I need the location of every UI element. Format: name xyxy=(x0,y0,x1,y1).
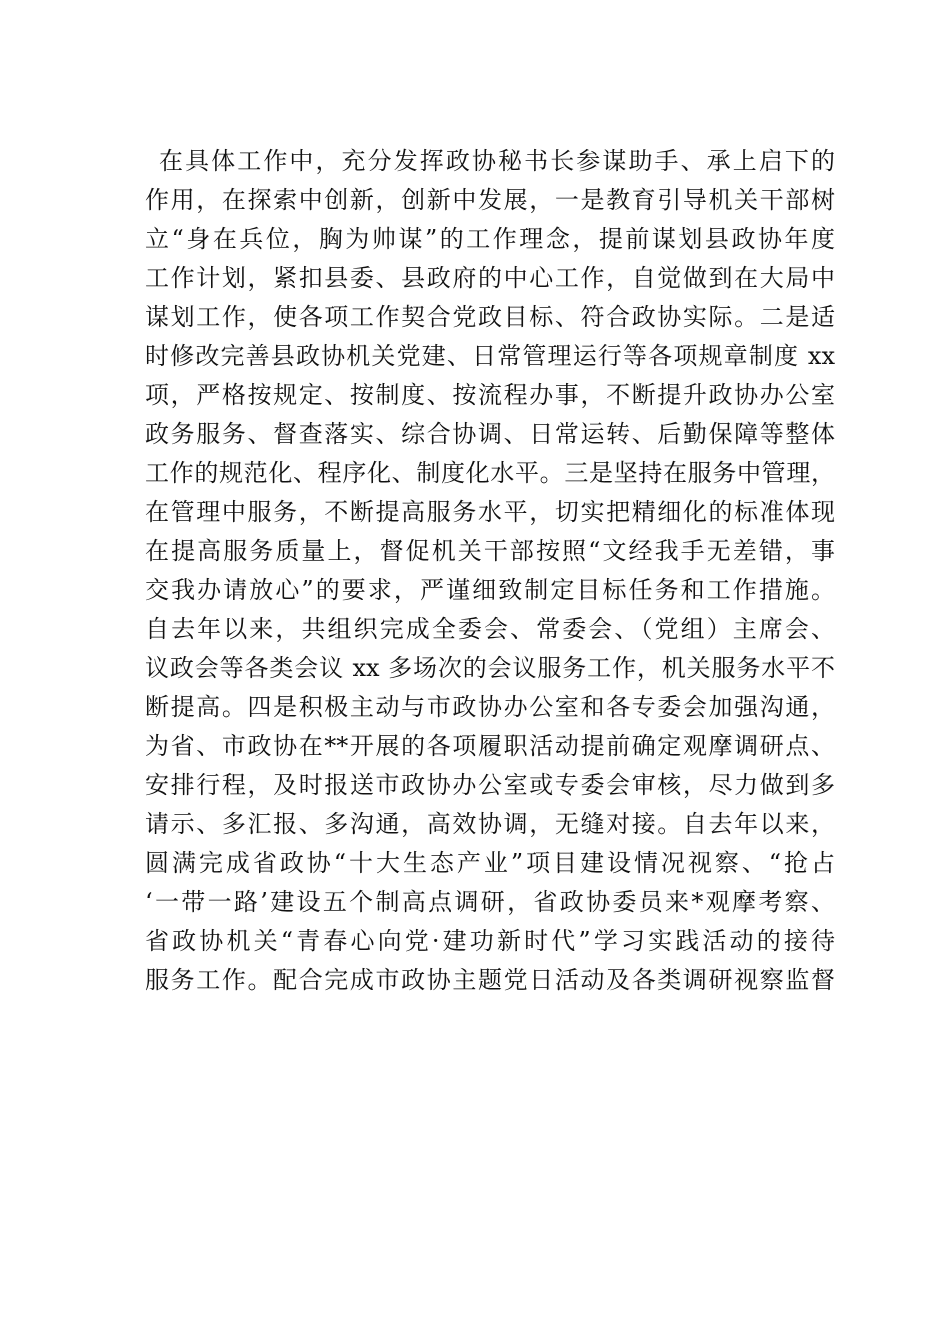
paragraph-line: 谋划工作，使各项工作契合党政目标、符合政协实际。二是适 xyxy=(145,303,835,331)
paragraph-line: 时修改完善县政协机关党建、日常管理运行等各项规章制度 xx xyxy=(145,342,835,370)
paragraph-line: 项，严格按规定、按制度、按流程办事，不断提升政协办公室 xyxy=(145,381,835,409)
body-paragraph xyxy=(145,142,835,1000)
paragraph-line: 圆满完成省政协“十大生态产业”项目建设情况视察、“抢占 xyxy=(145,849,835,877)
paragraph-line: 请示、多汇报、多沟通，高效协调，无缝对接。自去年以来， xyxy=(145,810,835,838)
paragraph-line: 在管理中服务，不断提高服务水平，切实把精细化的标准体现 xyxy=(145,498,835,526)
paragraph-line: 立“身在兵位，胸为帅谋”的工作理念，提前谋划县政协年度 xyxy=(145,225,835,253)
paragraph-line: 在具体工作中，充分发挥政协秘书长参谋助手、承上启下的 xyxy=(159,147,835,175)
paragraph-line: 省政协机关“青春心向党·建功新时代”学习实践活动的接待 xyxy=(145,927,835,955)
paragraph-line: 自去年以来，共组织完成全委会、常委会、（党组）主席会、 xyxy=(145,615,835,643)
paragraph-line: 政务服务、督查落实、综合协调、日常运转、后勤保障等整体 xyxy=(145,420,835,448)
paragraph-line: 安排行程，及时报送市政协办公室或专委会审核，尽力做到多 xyxy=(145,771,835,799)
paragraph-line: 交我办请放心”的要求，严谨细致制定目标任务和工作措施。 xyxy=(145,576,835,604)
paragraph-line: 作用，在探索中创新，创新中发展，一是教育引导机关干部树 xyxy=(145,186,835,214)
paragraph-line: 工作计划，紧扣县委、县政府的中心工作，自觉做到在大局中 xyxy=(145,264,835,292)
paragraph-line: 工作的规范化、程序化、制度化水平。三是坚持在服务中管理， xyxy=(145,459,835,487)
paragraph-line: 议政会等各类会议 xx 多场次的会议服务工作，机关服务水平不 xyxy=(145,654,835,682)
paragraph-line: 在提高服务质量上，督促机关干部按照“文经我手无差错，事 xyxy=(145,537,835,565)
paragraph-line: ‘一带一路’建设五个制高点调研，省政协委员来*观摩考察、 xyxy=(145,888,835,916)
paragraph-line: 服务工作。配合完成市政协主题党日活动及各类调研视察监督 xyxy=(145,966,835,994)
paragraph-line: 断提高。四是积极主动与市政协办公室和各专委会加强沟通， xyxy=(145,693,835,721)
paragraph-line: 为省、市政协在**开展的各项履职活动提前确定观摩调研点、 xyxy=(145,732,835,760)
